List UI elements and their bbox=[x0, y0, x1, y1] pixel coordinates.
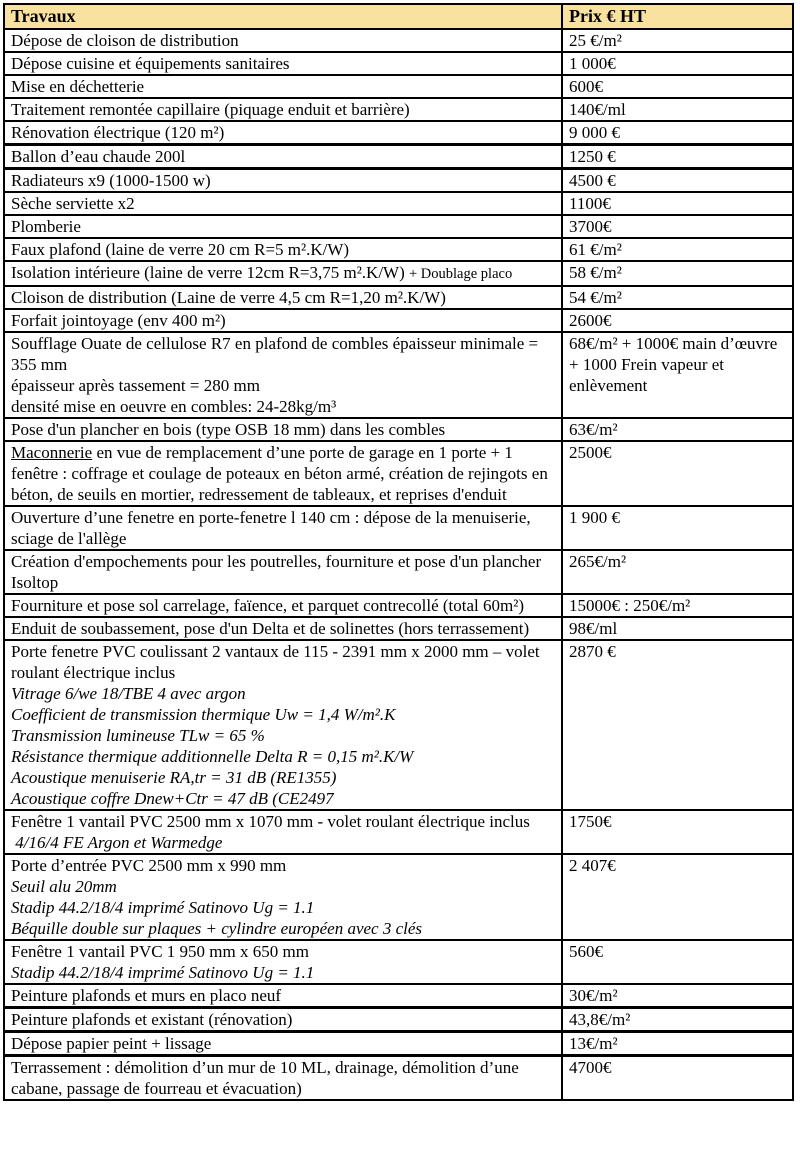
work-price-cell: 1750€ bbox=[562, 810, 793, 854]
work-price-cell: 54 €/m² bbox=[562, 286, 793, 309]
table-row bbox=[4, 52, 793, 75]
work-description-cell: Terrassement : démolition d’un mur de 10 ML, drainage, démolition d’une cabane, passage de fourreau et évacuation) bbox=[4, 1056, 562, 1101]
table-row bbox=[4, 940, 793, 984]
work-description-cell: Enduit de soubassement, pose d'un Delta et de solinettes (hors terrassement) bbox=[4, 617, 562, 640]
work-price-cell: 3700€ bbox=[562, 215, 793, 238]
table-row bbox=[4, 984, 793, 1008]
work-description-cell: Ballon d’eau chaude 200l bbox=[4, 145, 562, 169]
work-description-cell: Maconnerie en vue de remplacement d’une porte de garage en 1 porte + 1 fenêtre : coffrage et coulage de poteaux en béton armé, création de rejingots en béton, de seuils en mortier, redressement de tableaux, et reprises d'enduit bbox=[4, 441, 562, 506]
work-price-cell: 265€/m² bbox=[562, 550, 793, 594]
work-price-cell: 98€/ml bbox=[562, 617, 793, 640]
work-price-cell: 2870 € bbox=[562, 640, 793, 810]
work-description-cell: Dépose cuisine et équipements sanitaires bbox=[4, 52, 562, 75]
table-row bbox=[4, 145, 793, 169]
work-price-cell: 61 €/m² bbox=[562, 238, 793, 261]
table-row bbox=[4, 1032, 793, 1056]
work-description-cell: Traitement remontée capillaire (piquage enduit et barrière) bbox=[4, 98, 562, 121]
work-price-cell: 4700€ bbox=[562, 1056, 793, 1101]
work-price-cell: 1100€ bbox=[562, 192, 793, 215]
work-description-cell: Plomberie bbox=[4, 215, 562, 238]
table-row bbox=[4, 506, 793, 550]
work-price-cell: 2600€ bbox=[562, 309, 793, 332]
work-price-cell: 1250 € bbox=[562, 145, 793, 169]
table-row bbox=[4, 238, 793, 261]
work-description-cell: Porte fenetre PVC coulissant 2 vantaux de 115 - 2391 mm x 2000 mm – volet roulant électrique inclus Vitrage 6/we 18/TBE 4 avec argon Coefficient de transmission thermique Uw = 1,4 W/m².K Transmission lumineuse TLw = 65 % Résistance thermique additionnelle Delta R = 0,15 m².K/W Acoustique menuiserie RA,tr = 31 dB (RE1355) Acoustique coffre Dnew+Ctr = 47 dB (CE2497 bbox=[4, 640, 562, 810]
work-description-cell: Fourniture et pose sol carrelage, faïence, et parquet contrecollé (total 60m²) bbox=[4, 594, 562, 617]
work-price-cell: 58 €/m² bbox=[562, 261, 793, 286]
work-price-cell: 15000€ : 250€/m² bbox=[562, 594, 793, 617]
work-description-cell: Dépose papier peint + lissage bbox=[4, 1032, 562, 1056]
work-description-cell: Porte d’entrée PVC 2500 mm x 990 mm Seuil alu 20mm Stadip 44.2/18/4 imprimé Satinovo Ug = 1.1 Béquille double sur plaques + cylindre européen avec 3 clés bbox=[4, 854, 562, 940]
table-row bbox=[4, 192, 793, 215]
table-row bbox=[4, 215, 793, 238]
work-price-cell: 9 000 € bbox=[562, 121, 793, 145]
works-price-table bbox=[3, 3, 794, 1101]
table-row bbox=[4, 441, 793, 506]
work-description-cell: Cloison de distribution (Laine de verre 4,5 cm R=1,20 m².K/W) bbox=[4, 286, 562, 309]
table-row bbox=[4, 640, 793, 810]
work-description-cell: Création d'empochements pour les poutrelles, fourniture et pose d'un plancher Isoltop bbox=[4, 550, 562, 594]
works-table-body bbox=[4, 29, 793, 1100]
work-description-cell: Isolation intérieure (laine de verre 12cm R=3,75 m².K/W) + Doublage placo bbox=[4, 261, 562, 286]
work-description-cell: Soufflage Ouate de cellulose R7 en plafond de combles épaisseur minimale = 355 mm épaisseur après tassement = 280 mm densité mise en oeuvre en combles: 24-28kg/m³ bbox=[4, 332, 562, 418]
work-description-cell: Radiateurs x9 (1000-1500 w) bbox=[4, 169, 562, 193]
work-description-cell: Fenêtre 1 vantail PVC 1 950 mm x 650 mm Stadip 44.2/18/4 imprimé Satinovo Ug = 1.1 bbox=[4, 940, 562, 984]
work-description-cell: Fenêtre 1 vantail PVC 2500 mm x 1070 mm - volet roulant électrique inclus 4/16/4 FE Argon et Warmedge bbox=[4, 810, 562, 854]
column-header-prix: Prix € HT bbox=[562, 4, 793, 29]
work-price-cell: 13€/m² bbox=[562, 1032, 793, 1056]
work-price-cell: 25 €/m² bbox=[562, 29, 793, 52]
work-description-cell: Mise en déchetterie bbox=[4, 75, 562, 98]
table-header-row bbox=[4, 4, 793, 29]
work-price-cell: 63€/m² bbox=[562, 418, 793, 441]
work-description-cell: Sèche serviette x2 bbox=[4, 192, 562, 215]
table-row bbox=[4, 121, 793, 145]
table-row bbox=[4, 854, 793, 940]
table-row bbox=[4, 418, 793, 441]
table-row bbox=[4, 594, 793, 617]
table-row bbox=[4, 169, 793, 193]
work-price-cell: 1 000€ bbox=[562, 52, 793, 75]
work-description-cell: Peinture plafonds et murs en placo neuf bbox=[4, 984, 562, 1008]
work-description-cell: Rénovation électrique (120 m²) bbox=[4, 121, 562, 145]
work-price-cell: 2500€ bbox=[562, 441, 793, 506]
table-row bbox=[4, 75, 793, 98]
table-row bbox=[4, 810, 793, 854]
table-row bbox=[4, 29, 793, 52]
table-row bbox=[4, 332, 793, 418]
work-description-cell: Ouverture d’une fenetre en porte-fenetre l 140 cm : dépose de la menuiserie, sciage de l'allège bbox=[4, 506, 562, 550]
work-price-cell: 43,8€/m² bbox=[562, 1008, 793, 1032]
table-row bbox=[4, 1056, 793, 1101]
table-row bbox=[4, 261, 793, 286]
work-price-cell: 68€/m² + 1000€ main d’œuvre + 1000 Frein vapeur et enlèvement bbox=[562, 332, 793, 418]
work-price-cell: 1 900 € bbox=[562, 506, 793, 550]
table-row bbox=[4, 309, 793, 332]
table-row bbox=[4, 1008, 793, 1032]
work-price-cell: 560€ bbox=[562, 940, 793, 984]
work-description-cell: Peinture plafonds et existant (rénovation) bbox=[4, 1008, 562, 1032]
work-description-cell: Pose d'un plancher en bois (type OSB 18 mm) dans les combles bbox=[4, 418, 562, 441]
table-row bbox=[4, 286, 793, 309]
work-description-cell: Forfait jointoyage (env 400 m²) bbox=[4, 309, 562, 332]
work-price-cell: 2 407€ bbox=[562, 854, 793, 940]
work-description-cell: Dépose de cloison de distribution bbox=[4, 29, 562, 52]
column-header-travaux: Travaux bbox=[4, 4, 562, 29]
work-price-cell: 30€/m² bbox=[562, 984, 793, 1008]
work-description-cell: Faux plafond (laine de verre 20 cm R=5 m².K/W) bbox=[4, 238, 562, 261]
table-row bbox=[4, 617, 793, 640]
table-row bbox=[4, 98, 793, 121]
work-price-cell: 600€ bbox=[562, 75, 793, 98]
table-row bbox=[4, 550, 793, 594]
work-price-cell: 140€/ml bbox=[562, 98, 793, 121]
work-price-cell: 4500 € bbox=[562, 169, 793, 193]
